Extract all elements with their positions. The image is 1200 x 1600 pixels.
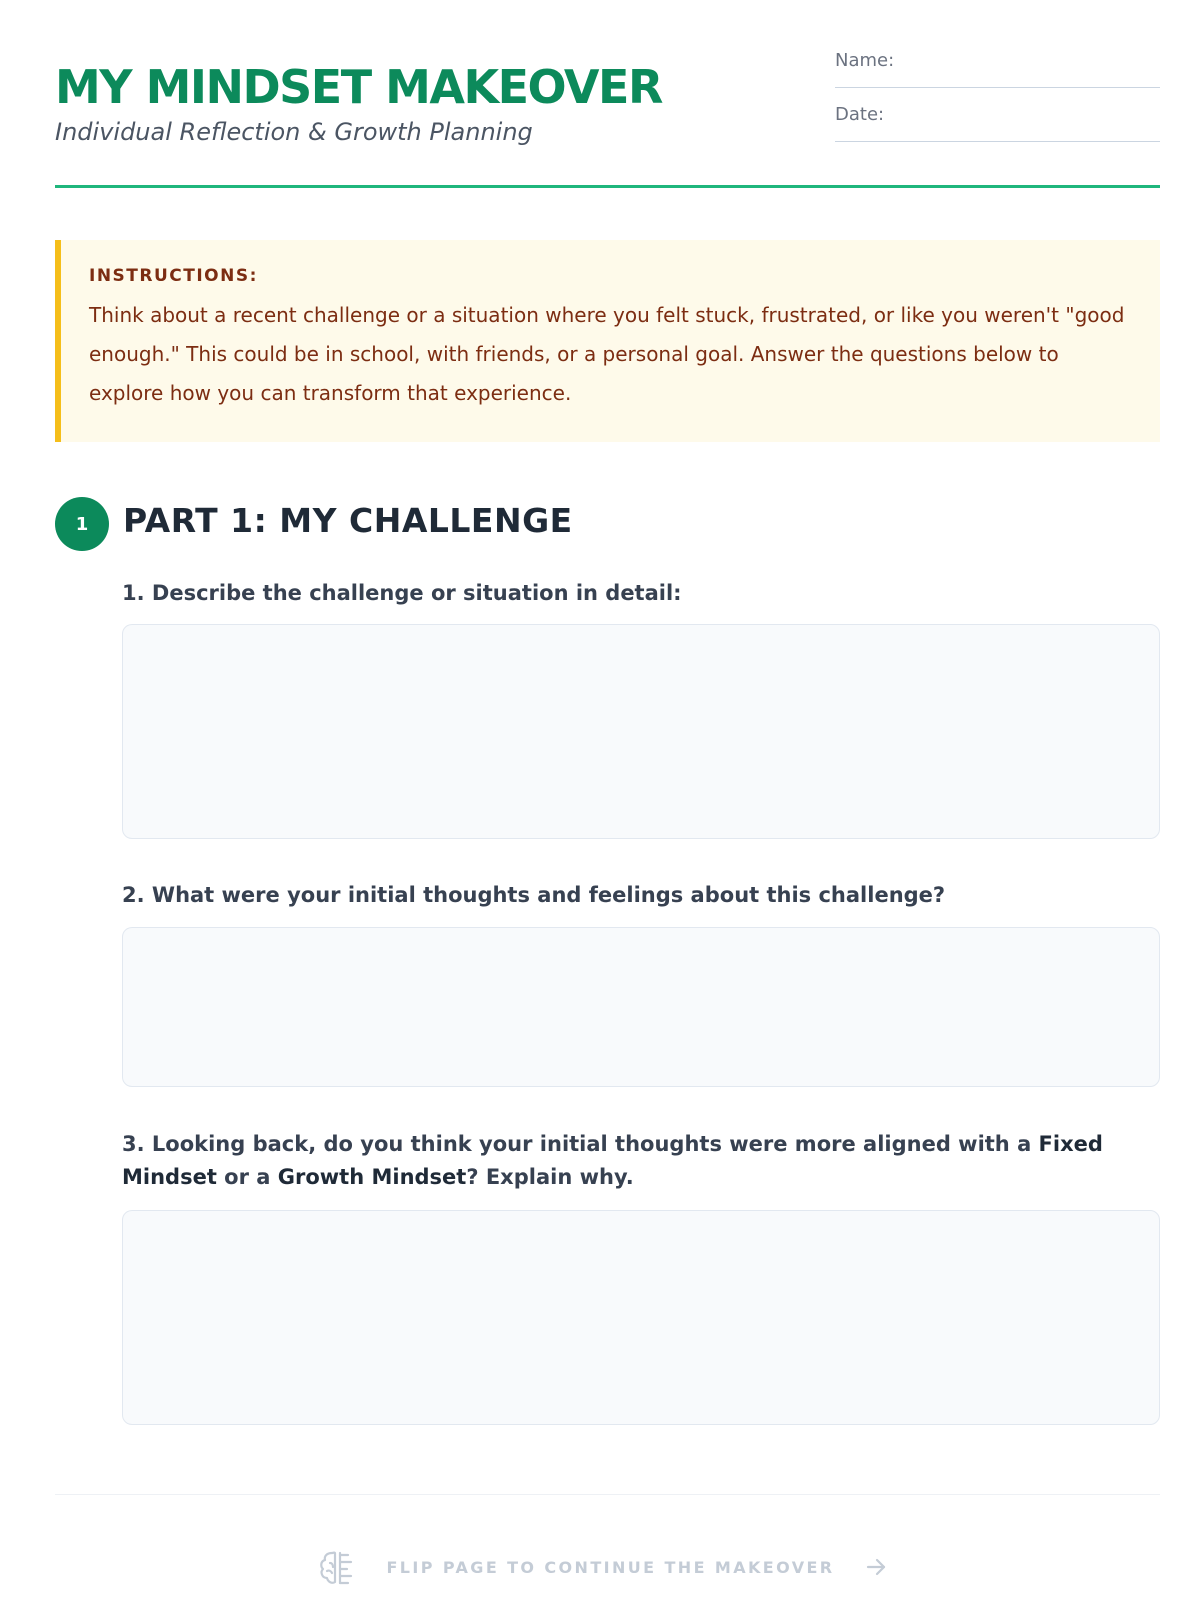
name-date-fields — [835, 50, 1160, 158]
question-2-answer-box[interactable] — [122, 927, 1160, 1087]
question-3-text-c: ? Explain why. — [466, 1165, 634, 1189]
part-title: PART 1: MY CHALLENGE — [123, 501, 573, 540]
fixed-mindset-term: Fixed Mindset — [122, 1132, 1103, 1189]
instructions-box — [55, 240, 1160, 442]
page-footer — [55, 1545, 1160, 1589]
question-3-text-a: 3. Looking back, do you think your initial thoughts were more aligned with a — [122, 1132, 1039, 1156]
footer-divider — [55, 1494, 1160, 1495]
name-field[interactable] — [835, 50, 1160, 88]
part-number-badge: 1 — [55, 497, 109, 551]
footer-text: FLIP PAGE TO CONTINUE THE MAKEOVER — [386, 1557, 835, 1577]
growth-mindset-term: Growth Mindset — [277, 1165, 467, 1189]
part-heading — [55, 497, 1160, 553]
instructions-title: INSTRUCTIONS: — [89, 266, 258, 286]
page-subtitle: Individual Reflection & Growth Planning — [55, 118, 533, 146]
instructions-body: Think about a recent challenge or a situation where you felt stuck, frustrated, or like you weren't "good enough." This could be in school, with friends, or a personal goal. Answer the questions below to explore how you can transform that experience. — [89, 303, 1125, 405]
question-1-answer-box[interactable] — [122, 624, 1160, 839]
name-label: Name: — [835, 50, 895, 71]
question-3-text-b: or a — [216, 1165, 278, 1189]
question-1-label: 1. Describe the challenge or situation in detail: — [122, 581, 682, 605]
page-title: MY MINDSET MAKEOVER — [55, 60, 662, 114]
date-label: Date: — [835, 104, 885, 125]
worksheet-page — [55, 0, 1160, 1600]
worksheet-header — [55, 50, 1160, 188]
arrow-right-icon — [865, 1556, 887, 1578]
question-3-answer-box[interactable] — [122, 1210, 1160, 1425]
question-3-label — [122, 1128, 1162, 1194]
date-field[interactable] — [835, 104, 1160, 142]
question-2-label: 2. What were your initial thoughts and feelings about this challenge? — [122, 883, 946, 907]
brain-icon — [318, 1547, 356, 1587]
